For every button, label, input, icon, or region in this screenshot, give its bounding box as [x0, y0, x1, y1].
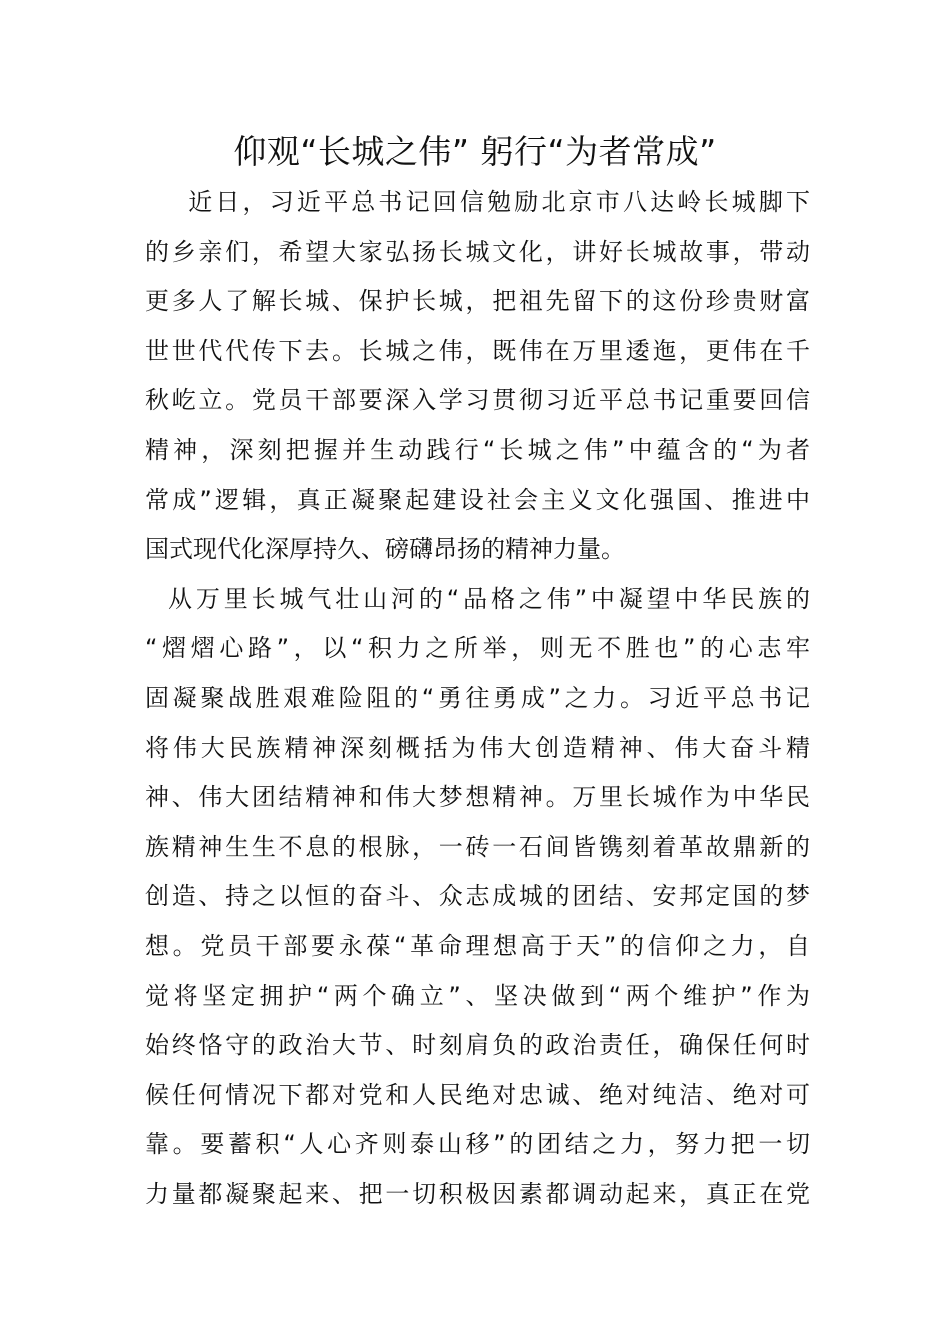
paragraph-line: 族精神生生不息的根脉，一砖一石间皆镌刻着革故鼎新的 [145, 832, 810, 861]
paragraph-line: 更多人了解长城、保护长城，把祖先留下的这份珍贵财富 [145, 287, 810, 316]
paragraph-line: 世世代代传下去。长城之伟，既伟在万里逶迤，更伟在千 [145, 336, 810, 365]
paragraph-line: 国式现代化深厚持久、磅礴昂扬的精神力量。 [145, 535, 625, 564]
paragraph-line: 的乡亲们，希望大家弘扬长城文化，讲好长城故事，带动 [145, 237, 810, 266]
paragraph-line: 始终恪守的政治大节、时刻肩负的政治责任，确保任何时 [145, 1031, 810, 1060]
paragraph-line: 近日，习近平总书记回信勉励北京市八达岭长城脚下 [145, 188, 810, 216]
paragraph-line: 候任何情况下都对党和人民绝对忠诚、绝对纯洁、绝对可 [145, 1080, 810, 1109]
paragraph-line: 固凝聚战胜艰难险阻的“勇往勇成”之力。习近平总书记 [145, 683, 810, 712]
paragraph-line: 秋屹立。党员干部要深入学习贯彻习近平总书记重要回信 [145, 386, 810, 415]
paragraph-line: 常成”逻辑，真正凝聚起建设社会主义文化强国、推进中 [145, 485, 810, 514]
paragraph-line: “熠熠心路”，以“积力之所举，则无不胜也”的心志牢 [145, 634, 810, 663]
paragraph-line: 精神，深刻把握并生动践行“长城之伟”中蕴含的“为者 [145, 435, 810, 464]
paragraph-line: 将伟大民族精神深刻概括为伟大创造精神、伟大奋斗精 [145, 733, 810, 762]
paragraph-line: 想。党员干部要永葆“革命理想高于天”的信仰之力，自 [145, 931, 810, 960]
paragraph-line: 觉将坚定拥护“两个确立”、坚决做到“两个维护”作为 [145, 981, 810, 1010]
document-title: 仰观“长城之伟” 躬行“为者常成” [233, 132, 717, 171]
paragraph-line: 创造、持之以恒的奋斗、众志成城的团结、安邦定国的梦 [145, 882, 810, 911]
paragraph-line: 力量都凝聚起来、把一切积极因素都调动起来，真正在党 [145, 1179, 810, 1208]
paragraph-line: 靠。要蓄积“人心齐则泰山移”的团结之力，努力把一切 [145, 1130, 810, 1159]
paragraph-line: 从万里长城气壮山河的“品格之伟”中凝望中华民族的 [145, 584, 810, 613]
document-body [145, 178, 810, 1219]
paragraph-line: 神、伟大团结精神和伟大梦想精神。万里长城作为中华民 [145, 783, 810, 812]
